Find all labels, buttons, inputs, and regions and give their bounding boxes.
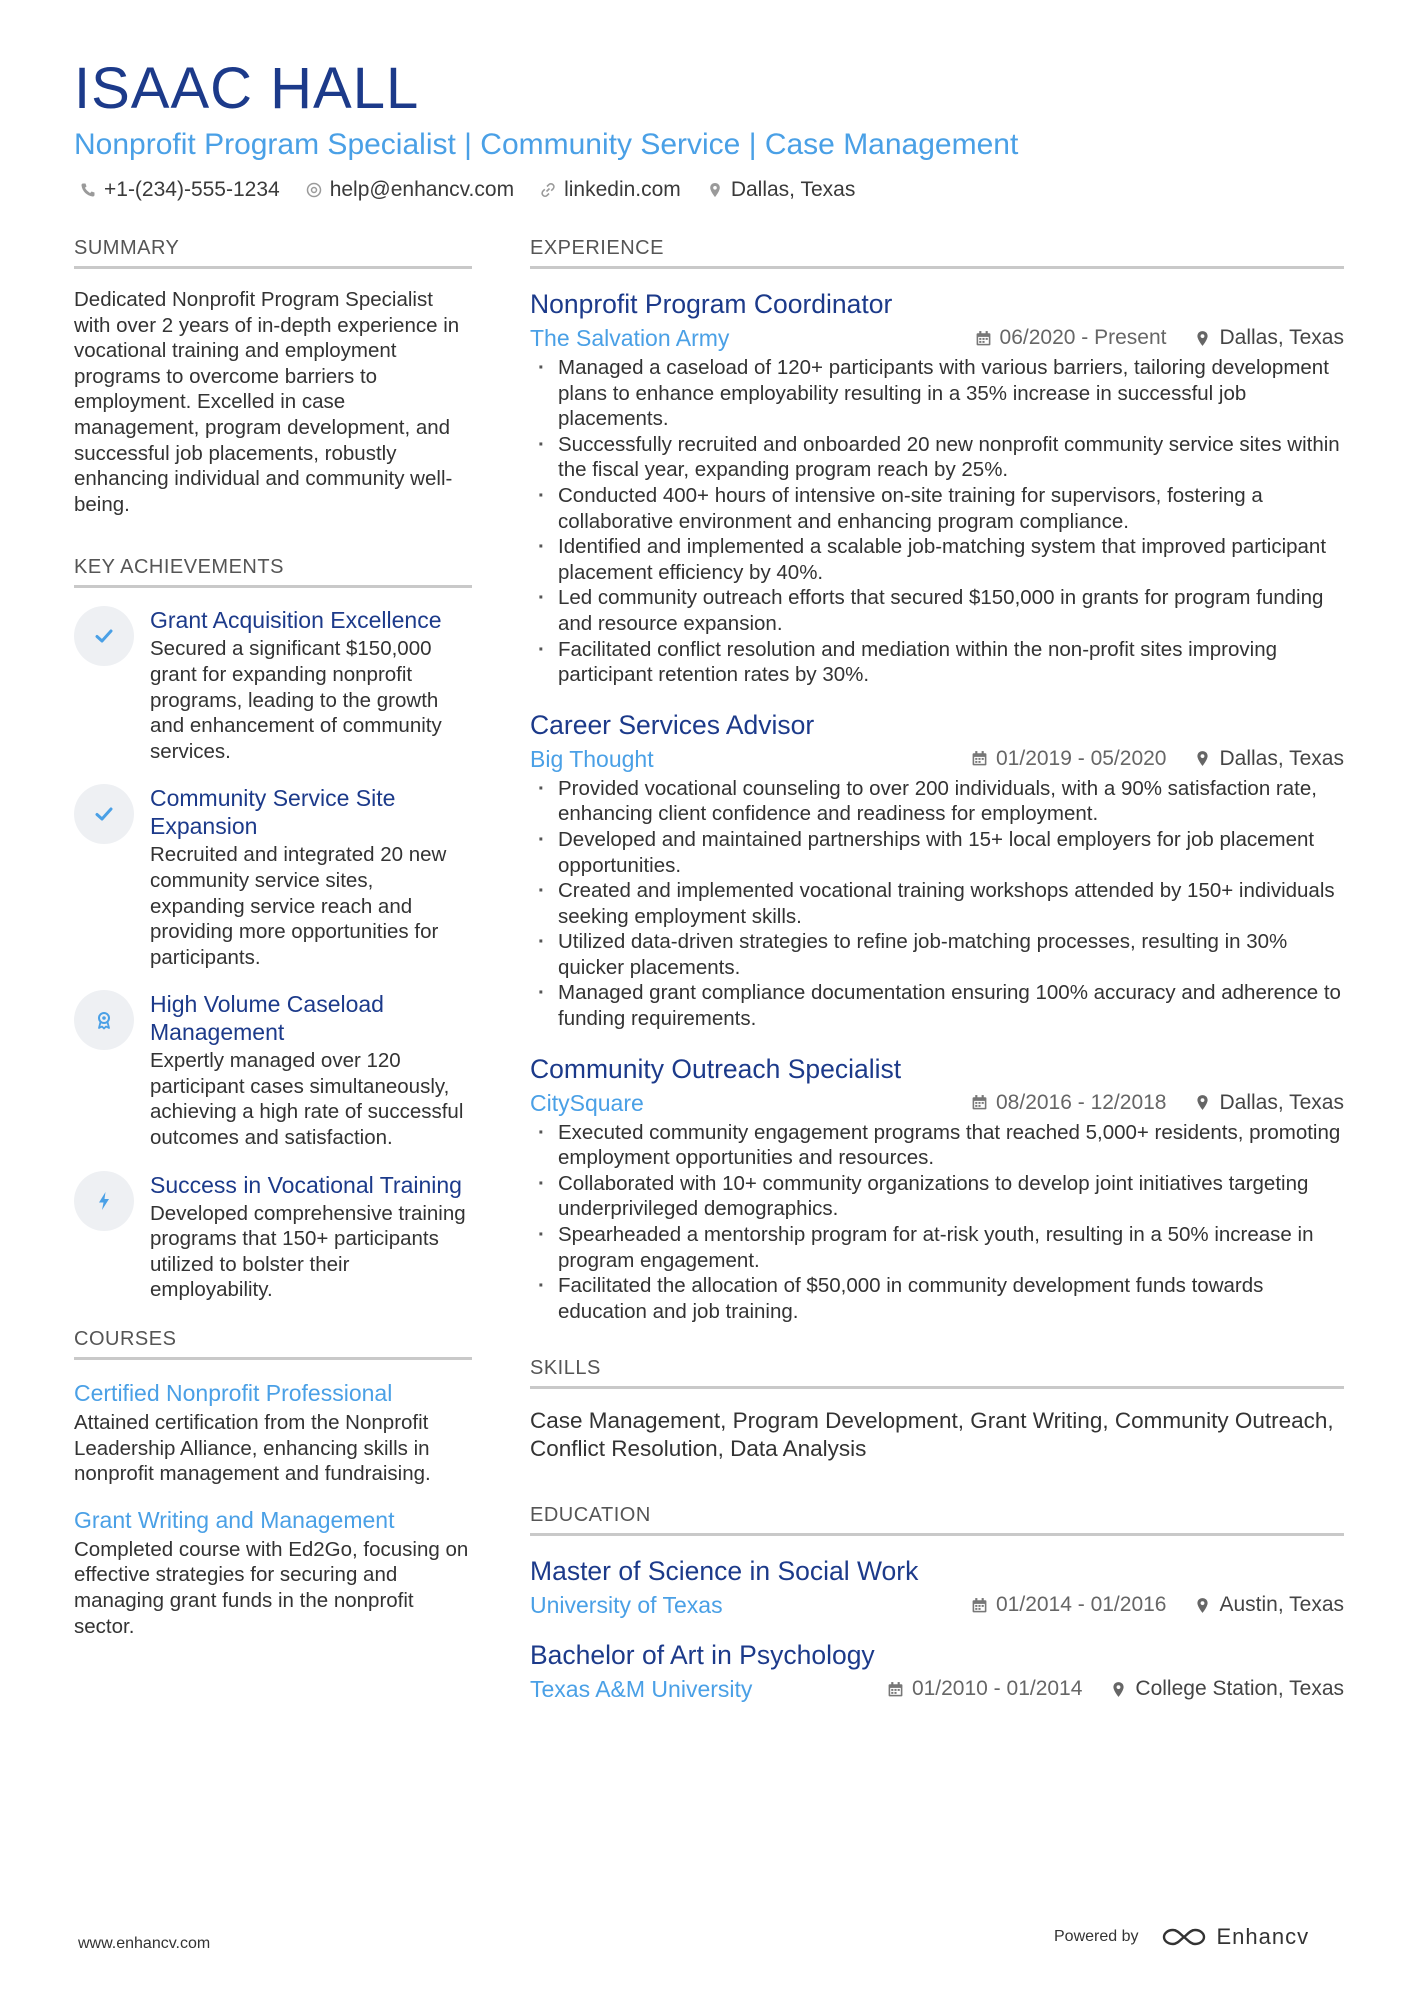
candidate-headline: Nonprofit Program Specialist | Community Service | Case Management: [74, 128, 1019, 161]
location-pin-icon: [1194, 330, 1211, 347]
education-meta: [971, 1593, 1344, 1617]
footer-branding: [1054, 1924, 1309, 1950]
education-dates: [887, 1677, 1082, 1701]
location-pin-icon: [1194, 1597, 1211, 1614]
course-item: [74, 1378, 472, 1487]
job-bullet: · Provided vocational counseling to over 200 individuals, with a 90% satisfaction rate, enhancing client confidence and readiness for employment.: [530, 776, 1344, 827]
location-pin-icon: [1110, 1681, 1127, 1698]
job-entry: [530, 708, 1344, 1032]
achievement-text: Recruited and integrated 20 new community service sites, expanding service reach and providing more opportunities for participants.: [150, 843, 447, 969]
location-pin-icon: [1194, 750, 1211, 767]
checkmark-icon: [74, 606, 134, 666]
job-meta-row: [530, 323, 1344, 353]
calendar-icon: [971, 1094, 988, 1111]
degree-title: Master of Science in Social Work: [530, 1556, 919, 1587]
skills-text: Case Management, Program Development, Grant Writing, Community Outreach, Conflict Resolution, Data Analysis: [530, 1408, 1334, 1462]
education-dates-text: 01/2010 - 01/2014: [911, 1677, 1083, 1701]
location-text: Dallas, Texas: [730, 178, 856, 201]
education-meta: [887, 1677, 1344, 1701]
skills-heading: SKILLS: [530, 1356, 1344, 1389]
education-entry: [530, 1554, 1344, 1620]
award-icon: [74, 990, 134, 1050]
education-entry: [530, 1638, 1344, 1704]
job-location: [1194, 747, 1344, 771]
candidate-name: ISAAC HALL: [74, 56, 420, 121]
job-bullets: [530, 776, 1344, 1032]
achievements-heading: KEY ACHIEVEMENTS: [74, 555, 472, 588]
job-bullet: · Collaborated with 10+ community organizations to develop joint initiatives targeting underprivileged demographics.: [530, 1171, 1344, 1222]
company-name: Big Thought: [530, 745, 654, 772]
achievement-title: High Volume Caseload Management: [150, 991, 384, 1046]
job-dates-text: 01/2019 - 05/2020: [996, 746, 1167, 770]
job-bullet: · Identified and implemented a scalable job-matching system that improved participant placement efficiency by 40%.: [530, 534, 1344, 585]
link-icon: [540, 182, 556, 198]
degree-title: Bachelor of Art in Psychology: [530, 1640, 875, 1671]
education-location-text: Austin, Texas: [1219, 1593, 1344, 1617]
summary-text: Dedicated Nonprofit Program Specialist with over 2 years of in-depth experience in vocational training and employment programs to overcome barriers to employment. Excelled in case management, program development, and successful job placements, robustly enhancing individual and community well-being.: [74, 288, 460, 516]
company-name: CitySquare: [530, 1089, 644, 1116]
contact-linkedin[interactable]: [540, 178, 681, 202]
job-dates: [971, 747, 1166, 771]
skills-section: [530, 1356, 1344, 1463]
job-location-text: Dallas, Texas: [1219, 1090, 1344, 1114]
education-section: [530, 1503, 1344, 1704]
job-bullets: [530, 1120, 1344, 1325]
footer-website-link[interactable]: www.enhancv.com: [78, 1935, 211, 1952]
courses-heading: COURSES: [74, 1327, 472, 1360]
course-item: [74, 1505, 472, 1639]
achievement-title: Success in Vocational Training: [150, 1171, 462, 1198]
education-dates-text: 01/2014 - 01/2016: [996, 1593, 1167, 1617]
job-bullet: · Managed grant compliance documentation ensuring 100% accuracy and adherence to funding requirements.: [530, 980, 1344, 1031]
job-entry: [530, 1052, 1344, 1325]
achievement-item: [74, 606, 472, 764]
job-dates-text: 06/2020 - Present: [999, 326, 1167, 349]
job-bullet: · Executed community engagement programs that reached 5,000+ residents, promoting employment opportunities and resources.: [530, 1120, 1344, 1171]
education-dates: [971, 1593, 1166, 1617]
job-bullets: [530, 355, 1344, 688]
job-title: Career Services Advisor: [530, 709, 815, 740]
experience-section: [530, 236, 1344, 1324]
education-location: [1194, 1593, 1344, 1617]
experience-heading: EXPERIENCE: [530, 236, 1344, 269]
job-meta: [971, 747, 1344, 771]
school-name: University of Texas: [530, 1592, 723, 1619]
achievement-title: Grant Acquisition Excellence: [150, 607, 442, 634]
job-title: Community Outreach Specialist: [530, 1053, 902, 1084]
job-bullet: · Utilized data-driven strategies to refine job-matching processes, resulting in 30% quicker placements.: [530, 929, 1344, 980]
job-bullet: · Conducted 400+ hours of intensive on-site training for supervisors, fostering a collaborative environment and enhancing program compliance.: [530, 483, 1344, 534]
job-bullet: · Led community outreach efforts that secured $150,000 in grants for program funding and resource expansion.: [530, 585, 1344, 636]
achievement-item: [74, 784, 472, 970]
enhancv-logo[interactable]: [1161, 1924, 1310, 1950]
infinity-logo-icon: [1161, 1925, 1207, 1949]
achievements-section: [74, 555, 472, 1303]
job-dates-text: 08/2016 - 12/2018: [996, 1090, 1167, 1114]
calendar-icon: [975, 330, 992, 347]
powered-by-text: Powered by: [1054, 1928, 1139, 1945]
phone-icon: [80, 182, 96, 198]
job-dates: [975, 326, 1167, 350]
job-bullet: · Developed and maintained partnerships with 15+ local employers for job placement opportunities.: [530, 827, 1344, 878]
job-bullet: · Facilitated the allocation of $50,000 in community development funds towards education and job training.: [530, 1273, 1344, 1324]
left-column: [74, 236, 472, 1657]
job-bullet: · Created and implemented vocational training workshops attended by 150+ individuals seeking employment skills.: [530, 878, 1344, 929]
job-entry: [530, 287, 1344, 688]
job-meta: [971, 1091, 1344, 1115]
education-meta-row: [530, 1674, 1344, 1704]
achievement-text: Secured a significant $150,000 grant for expanding nonprofit programs, leading to the growth and enhancement of community services.: [150, 637, 442, 763]
job-location-text: Dallas, Texas: [1219, 746, 1344, 770]
job-meta: [975, 326, 1344, 350]
job-bullet: · Managed a caseload of 120+ participants with various barriers, tailoring development plans to enhance employability resulting in a 35% increase in successful job placements.: [530, 355, 1344, 432]
calendar-icon: [971, 1597, 988, 1614]
at-sign-icon: [306, 182, 322, 198]
job-meta-row: [530, 1088, 1344, 1118]
job-meta-row: [530, 744, 1344, 774]
right-column: [530, 236, 1344, 1722]
achievement-text: Developed comprehensive training programs that 150+ participants utilized to bolster their employability.: [150, 1201, 466, 1302]
contact-location: [707, 178, 856, 202]
course-text: Completed course with Ed2Go, focusing on effective strategies for securing and managing grant funds in the nonprofit sector.: [74, 1537, 469, 1638]
achievement-text: Expertly managed over 120 participant cases simultaneously, achieving a high rate of successful outcomes and satisfaction.: [150, 1049, 464, 1150]
achievement-title: Community Service Site Expansion: [150, 785, 396, 840]
course-title: Certified Nonprofit Professional: [74, 1380, 393, 1407]
linkedin-link[interactable]: linkedin.com: [564, 178, 681, 201]
contact-phone: [80, 178, 280, 202]
calendar-icon: [887, 1681, 904, 1698]
lightning-icon: [74, 1171, 134, 1231]
brand-name: Enhancv: [1216, 1924, 1310, 1949]
courses-section: [74, 1327, 472, 1639]
location-pin-icon: [1194, 1094, 1211, 1111]
course-title: Grant Writing and Management: [74, 1506, 395, 1533]
school-name: Texas A&M University: [530, 1676, 753, 1703]
summary-section: [74, 236, 472, 517]
job-title: Nonprofit Program Coordinator: [530, 289, 893, 319]
job-bullet: · Successfully recruited and onboarded 20 new nonprofit community service sites within the fiscal year, expanding program reach by 25%.: [530, 432, 1344, 483]
job-location-text: Dallas, Texas: [1219, 326, 1344, 349]
achievement-item: [74, 1171, 472, 1303]
achievement-item: [74, 990, 472, 1150]
phone-text: +1-(234)-555-1234: [104, 178, 280, 201]
job-bullet: · Facilitated conflict resolution and mediation within the non-profit sites improving participant retention rates by 30%.: [530, 637, 1344, 688]
job-bullet: · Spearheaded a mentorship program for at-risk youth, resulting in a 50% increase in program engagement.: [530, 1222, 1344, 1273]
education-meta-row: [530, 1590, 1344, 1620]
course-text: Attained certification from the Nonprofit Leadership Alliance, enhancing skills in nonprofit management and fundraising.: [74, 1411, 431, 1486]
company-name: The Salvation Army: [530, 325, 730, 351]
job-location: [1194, 1091, 1344, 1115]
job-dates: [971, 1091, 1166, 1115]
contact-bar: [80, 178, 855, 202]
checkmark-icon: [74, 784, 134, 844]
education-location: [1110, 1677, 1344, 1701]
summary-heading: SUMMARY: [74, 236, 472, 269]
email-link[interactable]: help@enhancv.com: [329, 178, 515, 201]
calendar-icon: [971, 750, 988, 767]
location-pin-icon: [707, 182, 723, 198]
job-location: [1194, 326, 1344, 350]
education-location-text: College Station, Texas: [1135, 1677, 1344, 1701]
education-heading: EDUCATION: [530, 1503, 1344, 1536]
contact-email[interactable]: [306, 178, 514, 202]
